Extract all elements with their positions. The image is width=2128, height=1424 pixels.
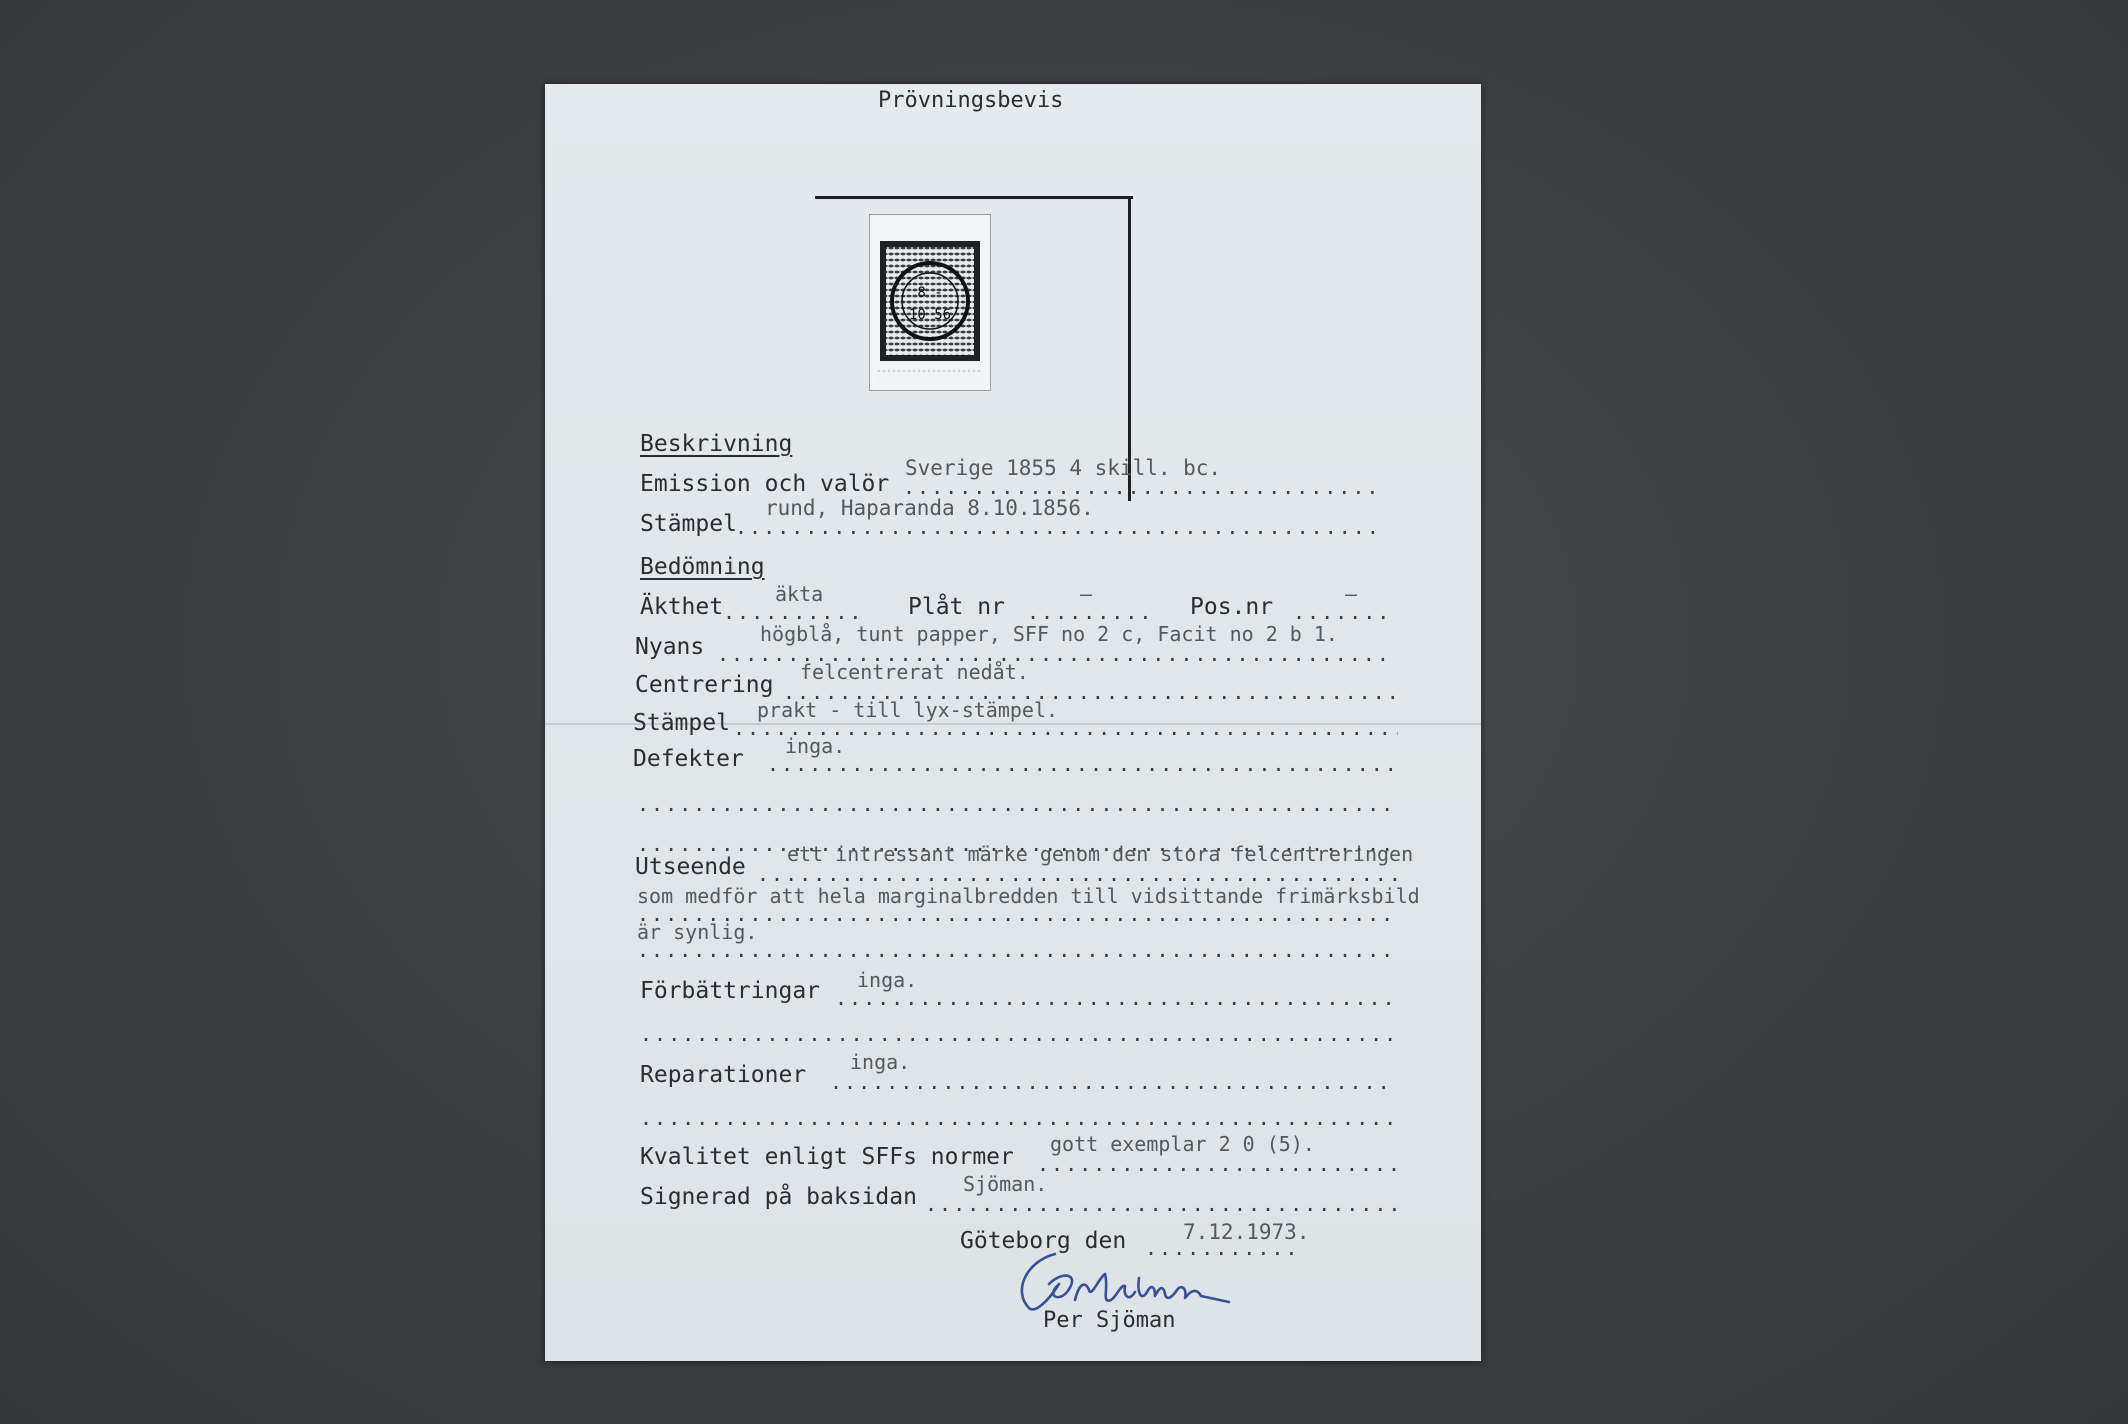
- mount-frame-top: [815, 196, 1133, 199]
- improvements-label: Förbättringar: [640, 978, 821, 1004]
- stamp-dots: [735, 517, 1385, 537]
- defects-dots-2: [637, 794, 1399, 814]
- appearance-line-2: som medför att hela marginalbredden till vidsittande frimärksbild: [637, 884, 1420, 908]
- appearance-line-3: är synlig.: [637, 920, 758, 944]
- postage-stamp-image: [869, 214, 991, 391]
- quality-value: gott exemplar 2 0 (5).: [1050, 1132, 1315, 1156]
- stamp-engraving: [876, 221, 984, 384]
- improvements-dots: [835, 988, 1395, 1008]
- signed-label: Signerad på baksidan: [640, 1184, 917, 1210]
- shade-label: Nyans: [635, 634, 705, 660]
- defects-label: Defekter: [633, 746, 744, 772]
- signed-dots: [925, 1194, 1397, 1214]
- date-value: 7.12.1973.: [1183, 1220, 1310, 1244]
- authenticity-label: Äkthet: [640, 594, 724, 620]
- appearance-label: Utseende: [635, 854, 746, 880]
- centering-value: felcentrerat nedåt.: [800, 660, 1029, 684]
- section-description-heading: Beskrivning: [640, 431, 793, 457]
- certificate-sheet: [545, 84, 1481, 1361]
- authenticity-value: äkta: [775, 582, 824, 606]
- defects-dots: [767, 754, 1399, 774]
- quality-label: Kvalitet enligt SFFs normer: [640, 1144, 1014, 1170]
- pos-label: Pos.nr: [1190, 594, 1274, 620]
- repairs-value: inga.: [850, 1050, 911, 1074]
- repairs-label: Reparationer: [640, 1062, 807, 1088]
- emission-value: Sverige 1855 4 skill. bc.: [905, 456, 1222, 480]
- emission-dots: [903, 477, 1385, 497]
- cancel-value: prakt - till lyx-stämpel.: [757, 698, 1059, 722]
- plate-label: Plåt nr: [908, 594, 1005, 620]
- stamp-value: rund, Haparanda 8.10.1856.: [765, 496, 1094, 520]
- defects-value: inga.: [785, 734, 846, 758]
- certificate-title: Prövningsbevis: [878, 88, 1064, 113]
- authenticity-dots: [723, 602, 858, 622]
- section-assessment-heading: Bedömning: [640, 554, 765, 580]
- svg-text:8 -: 8 -: [917, 285, 943, 301]
- stamp-label: Stämpel: [640, 511, 737, 537]
- emission-label: Emission och valör: [640, 471, 890, 497]
- svg-text:10 56: 10 56: [908, 307, 952, 323]
- signer-name: Per Sjöman: [1043, 1308, 1176, 1333]
- pos-value: –: [1345, 582, 1358, 606]
- plate-dots: [1027, 602, 1157, 622]
- quality-dots: [1037, 1154, 1397, 1174]
- plate-value: –: [1080, 582, 1093, 606]
- improvements-dots-2: [640, 1024, 1395, 1044]
- repairs-dots-2: [640, 1108, 1395, 1128]
- improvements-value: inga.: [857, 968, 918, 992]
- place-label: Göteborg den: [960, 1228, 1127, 1254]
- appearance-dots-3: [637, 940, 1399, 960]
- cancel-label: Stämpel: [633, 710, 730, 736]
- appearance-dots-1: [757, 864, 1399, 884]
- shade-value: högblå, tunt papper, SFF no 2 c, Facit no 2 b 1.: [760, 622, 1338, 646]
- centering-label: Centrering: [635, 672, 774, 698]
- appearance-line-1: ett intressant märke genom den stora felcentreringen: [787, 842, 1414, 866]
- pos-dots: [1293, 602, 1393, 622]
- repairs-dots: [830, 1072, 1395, 1092]
- signed-value: Sjöman.: [963, 1172, 1048, 1196]
